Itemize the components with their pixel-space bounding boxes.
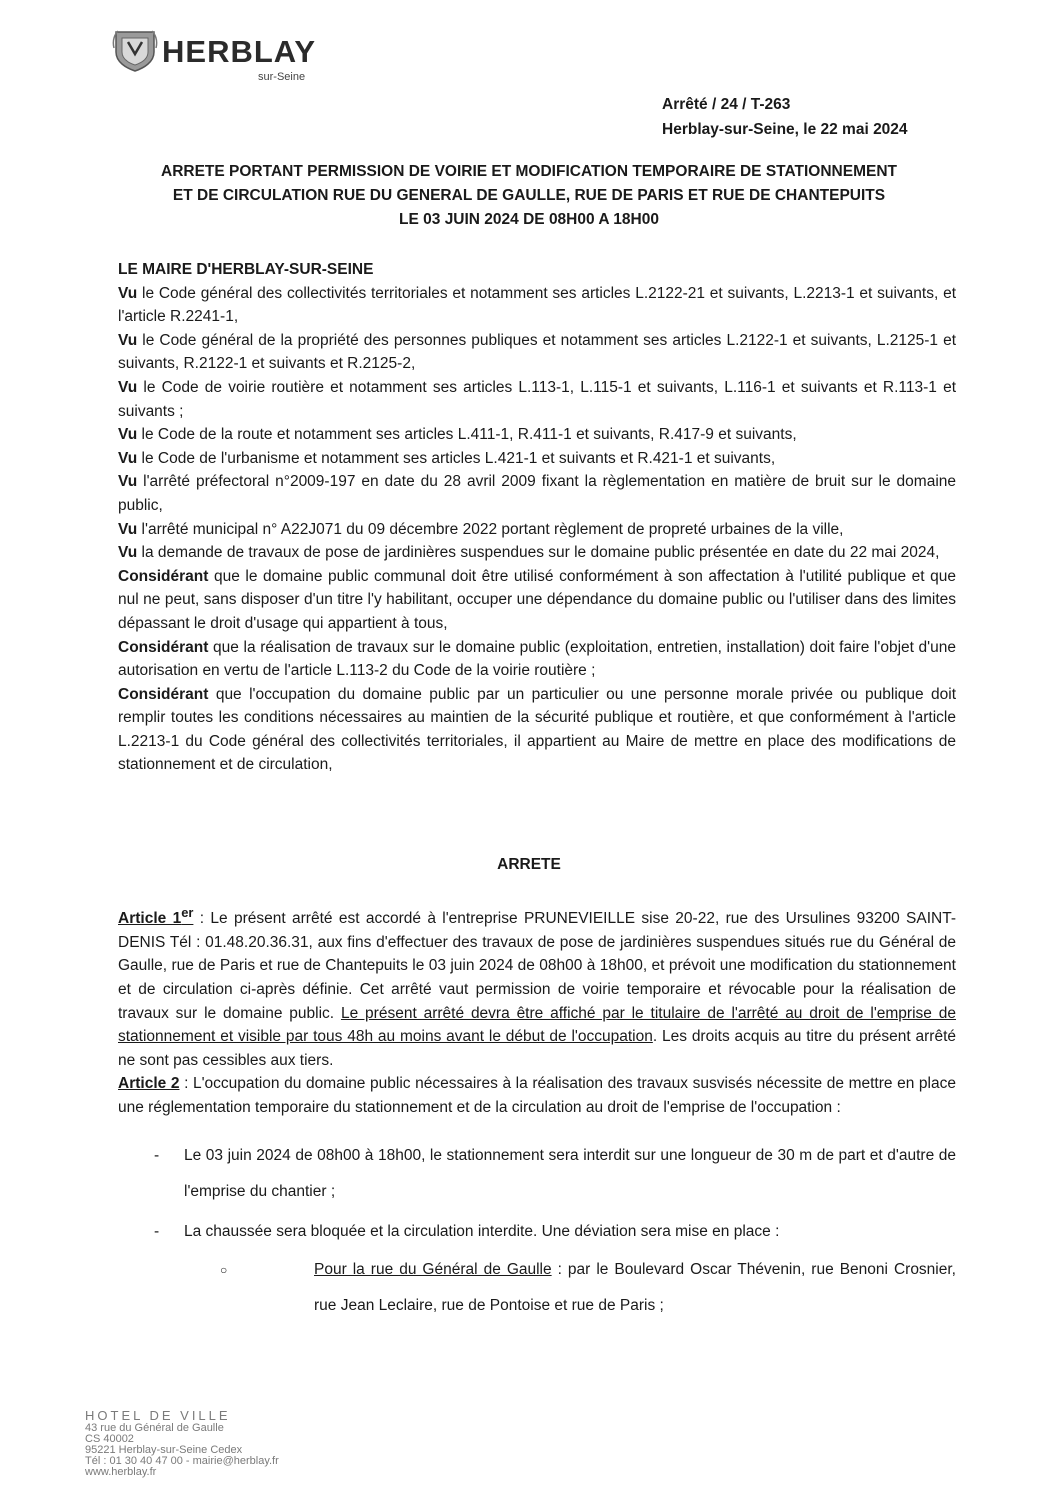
footer-line: 43 rue du Général de Gaulle: [85, 1422, 224, 1434]
decree-number: Arrêté / 24 / T-263: [662, 96, 791, 113]
considerations-block: [118, 258, 956, 777]
article-1-label: Article 1er: [118, 905, 194, 928]
list-item: - La chaussée sera bloquée et la circulation interdite. Une déviation sera mise en place : ○ Pour la rue du Général de Gaulle : par le Boulevard Oscar Thévenin, rue Benoni Crosnier, rue Jean Leclaire, rue de Pontoise et rue de Paris ;: [118, 1214, 956, 1324]
logo-name: HERBLAY: [162, 34, 316, 69]
title-line-1: ARRETE PORTANT PERMISSION DE VOIRIE ET MODIFICATION TEMPORAIRE DE STATIONNEMENT: [161, 163, 897, 180]
consideration-item: Vu le Code de la route et notamment ses articles L.411-1, R.411-1 et suivants, R.417-9 et suivants,: [118, 426, 797, 444]
consideration-item: Vu l'arrêté municipal n° A22J071 du 09 décembre 2022 portant règlement de propreté urbaines de la ville,: [118, 520, 844, 538]
dash-bullet: -: [154, 1222, 160, 1240]
display-requirement: Le présent arrêté devra être affiché par le titulaire de l'arrêté au droit de l'emprise de stationnement et visible par tous 48h au moins avant le début de l'occupation: [118, 1004, 957, 1046]
detour-item: ○ Pour la rue du Général de Gaulle : par le Boulevard Oscar Thévenin, rue Benoni Crosnier, rue Jean Leclaire, rue de Pontoise et rue de Paris ;: [184, 1252, 956, 1324]
circle-bullet-icon: ○: [220, 1262, 228, 1277]
title-line-3: LE 03 JUIN 2024 DE 08H00 A 18H00: [399, 211, 659, 228]
dash-bullet: -: [154, 1146, 160, 1164]
footer-address: [85, 1410, 279, 1478]
article-2-label: Article 2: [118, 1075, 180, 1093]
footer-line: 95221 Herblay-sur-Seine Cedex: [85, 1444, 243, 1456]
title-line-2: ET DE CIRCULATION RUE DU GENERAL DE GAULLE, RUE DE PARIS ET RUE DE CHANTEPUITS: [172, 187, 886, 204]
footer-title: HOTEL DE VILLE: [85, 1408, 231, 1423]
measures-list: [118, 1138, 956, 1324]
articles-block: [118, 901, 956, 1328]
document-title: [100, 160, 958, 232]
logo-subtitle: sur-Seine: [258, 71, 306, 83]
consideration-item: Vu l'arrêté préfectoral n°2009-197 en date du 28 avril 2009 fixant la règlementation en matière de bruit sur le domaine public,: [118, 473, 956, 514]
footer-line: www.herblay.fr: [85, 1466, 157, 1478]
consideration-item: Vu le Code général des collectivités territoriales et notamment ses articles L.2122-21 et suivants, L.2213-1 et suivants, et l'article R.2241-1,: [118, 284, 956, 326]
place-date: Herblay-sur-Seine, le 22 mai 2024: [662, 121, 908, 138]
article-1: Article 1er : Le présent arrêté est accordé à l'entreprise PRUNEVIEILLE sise 20-22, rue des Ursulines 93200 SAINT-DENIS Tél : 01.48.20.36.31, aux fins d'effectuer des travaux de pose de jardinières suspendues situés rue du Général de Gaulle, rue de Paris et rue de Chantepuits le 03 juin 2024 de 08h00 à 18h00, et prévoit une modification du stationnement et de circulation ci-après définie. Cet arrêté vaut permission de voirie temporaire et révocable pour la réalisation de travaux sur le domaine public. Le présent arrêté devra être affiché par le titulaire de l'arrêté au droit de l'emprise de stationnement et visible par tous 48h au moins avant le début de l'occupation. Les droits acquis au titre du présent arrêté ne sont pas cessibles aux tiers.: [118, 905, 957, 1069]
consideration-item: Considérant que le domaine public communal doit être utilisé conformément à son affectation à l'utilité publique et que nul ne peut, sans disposer d'un titre l'y habilitant, occuper une dépendance du domaine public ou l'utiliser dans des limites dépassant le droit d'usage qui appartient à tous,: [118, 567, 956, 632]
consideration-item: Vu la demande de travaux de pose de jardinières suspendues sur le domaine public présentée en date du 22 mai 2024,: [118, 544, 940, 562]
consideration-item: Vu le Code général de la propriété des personnes publiques et notamment ses articles L.2122-1 et suivants, L.2125-1 et suivants, R.2122-1 et suivants et R.2125-2,: [118, 331, 956, 373]
consideration-item: Vu le Code de voirie routière et notamment ses articles L.113-1, L.115-1 et suivants, L.116-1 et suivants et R.113-1 et suivants ;: [118, 378, 956, 420]
decision-heading: ARRETE: [497, 856, 561, 873]
logo: [112, 26, 332, 84]
reference-block: [662, 92, 908, 142]
consideration-item: Vu le Code de l'urbanisme et notamment ses articles L.421-1 et suivants et R.421-1 et suivants,: [118, 449, 776, 467]
article-2: Article 2 : L'occupation du domaine public nécessaires à la réalisation des travaux susvisés nécessite de mettre en place une réglementation temporaire du stationnement et de la circulation au droit de l'emprise de l'occupation :: [118, 1075, 956, 1116]
list-item: - Le 03 juin 2024 de 08h00 à 18h00, le stationnement sera interdit sur une longueur de 30 m de part et d'autre de l'emprise du chantier ;: [118, 1138, 956, 1210]
mayor-heading: LE MAIRE D'HERBLAY-SUR-SEINE: [118, 261, 374, 278]
consideration-item: Considérant que la réalisation de travaux sur le domaine public (exploitation, entretien, installation) doit faire l'objet d'une autorisation en vertu de l'article L.113-2 du Code de la voirie routière ;: [118, 638, 956, 680]
footer-line: CS 40002: [85, 1433, 134, 1445]
footer-line: Tél : 01 30 40 47 00 - mairie@herblay.fr: [85, 1455, 279, 1467]
consideration-item: Considérant que l'occupation du domaine public par un particulier ou une personne morale privée ou publique doit remplir toutes les conditions nécessaires au maintien de la sécurité publique et routière, et que conformément à l'article L.2213-1 du Code général des collectivités territoriales, il appartient au Maire de mettre en place des modifications de stationnement et de circulation,: [118, 685, 956, 774]
city-emblem-icon: [112, 28, 158, 72]
